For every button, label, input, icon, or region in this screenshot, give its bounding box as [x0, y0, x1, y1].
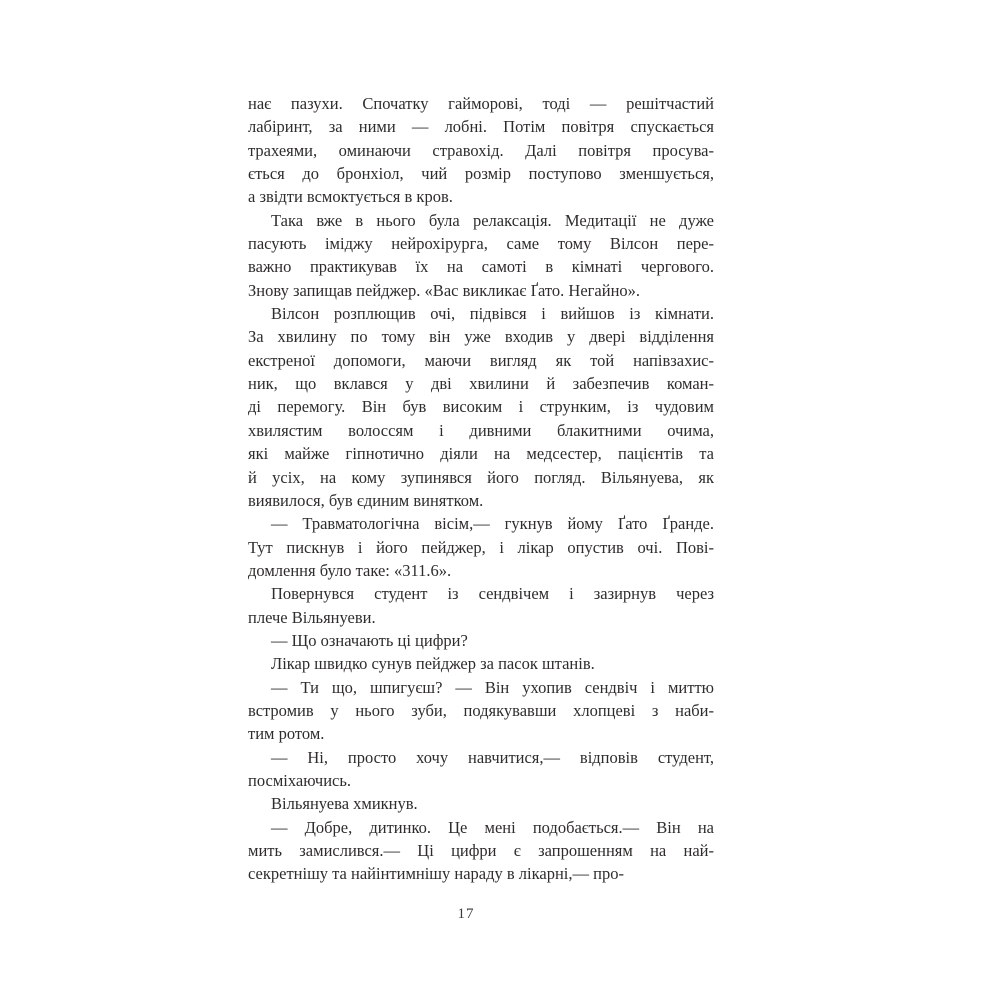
text-line: хвилястим волоссям і дивними блакитними очима,	[248, 420, 714, 440]
text-line: Така вже в нього була релаксація. Медитації не дуже	[271, 210, 714, 230]
text-line: посміхаючись.	[248, 770, 351, 790]
text-line: — Травматологічна вісім,— гукнув йому Ґато Ґранде.	[271, 514, 714, 534]
text-line: екстреної допомоги, маючи вигляд як той напівзахис-	[248, 350, 714, 370]
paragraph	[248, 209, 714, 302]
text-line: Тут пискнув і його пейджер, і лікар опустив очі. Пові-	[248, 537, 714, 557]
text-line: лабіринт, за ними — лобні. Потім повітря спускається	[248, 117, 714, 137]
text-line: нає пазухи. Спочатку гайморові, тоді — решітчастий	[248, 94, 714, 113]
paragraph	[248, 629, 714, 652]
text-line: виявилося, був єдиним винятком.	[248, 490, 484, 510]
paragraph	[248, 92, 714, 209]
text-line: — Що означають ці цифри?	[271, 630, 468, 650]
text-line: встромив у нього зуби, подякувавши хлопцеві з наби-	[248, 700, 714, 720]
text-line: а звідти всмоктується в кров.	[248, 187, 453, 207]
text-line: й усіх, на кому зупинявся його погляд. Вільянуева, як	[248, 467, 714, 487]
text-line: секретнішу та найінтимнішу нараду в лікарні,— про-	[248, 864, 624, 884]
text-line: пасують іміджу нейрохірурга, саме тому Вілсон пере-	[248, 234, 714, 254]
text-line: ді перемогу. Він був високим і струнким, із чудовим	[248, 397, 714, 417]
page-number: 17	[457, 906, 475, 922]
paragraph	[248, 512, 714, 582]
text-line: — Ні, просто хочу навчитися,— відповів студент,	[271, 747, 714, 767]
text-line: ник, що вклався у дві хвилини й забезпечив коман-	[248, 374, 714, 394]
text-line: плече Вільянуеви.	[248, 607, 376, 627]
text-line: які майже гіпнотично діяли на медсестер, пацієнтів та	[248, 444, 714, 464]
text-line: Знову запищав пейджер. «Вас викликає Ґато. Негайно».	[248, 280, 641, 300]
text-line: Повернувся студент із сендвічем і зазирнув через	[271, 584, 714, 604]
text-line: За хвилину по тому він уже входив у двері відділення	[248, 327, 714, 347]
text-line: — Добре, дитинко. Це мені подобається.— Він на	[271, 817, 714, 837]
paragraph	[248, 582, 714, 629]
paragraph	[248, 302, 714, 512]
paragraph	[248, 816, 714, 886]
text-line: ється до бронхіол, чий розмір поступово зменшується,	[248, 164, 714, 184]
text-line: Вільянуева хмикнув.	[271, 794, 418, 814]
text-line: Вілсон розплющив очі, підвівся і вийшов із кімнати.	[271, 304, 714, 324]
text-line: тим ротом.	[248, 724, 325, 744]
text-line: трахеями, оминаючи стравохід. Далі повітря просува-	[248, 140, 714, 160]
text-line: мить замислився.— Ці цифри є запрошенням на най-	[248, 841, 714, 860]
page-text-block	[248, 92, 714, 886]
paragraph	[248, 746, 714, 793]
paragraph	[248, 652, 714, 675]
text-line: домлення було таке: «311.6».	[248, 560, 452, 580]
paragraph	[248, 792, 714, 815]
text-line: — Ти що, шпигуєш? — Він ухопив сендвіч і миттю	[271, 677, 714, 697]
text-line: важно практикував їх на самоті в кімнаті чергового.	[248, 257, 714, 277]
text-line: Лікар швидко сунув пейджер за пасок штанів.	[271, 654, 595, 674]
paragraph	[248, 676, 714, 746]
